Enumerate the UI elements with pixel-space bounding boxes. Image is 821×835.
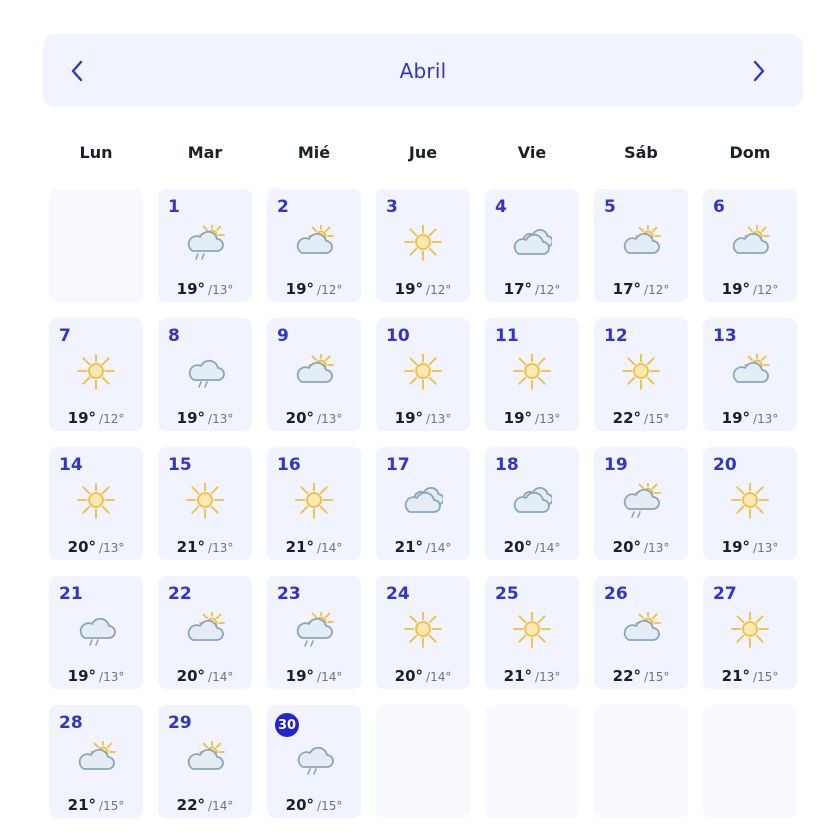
weekday-label: Sáb	[624, 143, 658, 162]
max-temperature: 22°	[176, 796, 206, 814]
max-temperature: 21°	[503, 667, 533, 685]
temperature-range	[49, 408, 143, 427]
day-cell[interactable]	[376, 189, 470, 302]
temperature-range	[267, 408, 361, 427]
weekday-label: Vie	[517, 143, 547, 162]
max-temperature: 19°	[67, 667, 97, 685]
max-temperature: 21°	[285, 538, 315, 556]
day-cell[interactable]	[158, 576, 252, 689]
day-cell[interactable]	[267, 318, 361, 431]
temperature-range	[49, 537, 143, 556]
min-temperature: /15°	[644, 412, 670, 426]
min-temperature: /12°	[535, 283, 561, 297]
temperature-range	[376, 666, 470, 685]
day-number: 26	[604, 584, 628, 604]
temperature-range	[158, 408, 252, 427]
partly-cloudy-icon	[730, 225, 770, 261]
sun-icon	[403, 612, 443, 648]
max-temperature: 21°	[721, 667, 751, 685]
temperature-range	[158, 279, 252, 298]
max-temperature: 21°	[394, 538, 424, 556]
day-number: 4	[495, 197, 507, 217]
day-cell[interactable]	[267, 576, 361, 689]
day-number: 16	[277, 455, 301, 475]
max-temperature: 21°	[176, 538, 206, 556]
temperature-range	[703, 666, 797, 685]
max-temperature: 19°	[285, 280, 315, 298]
weekday-label: Dom	[729, 143, 771, 162]
day-number: 14	[59, 455, 83, 475]
temperature-range	[267, 795, 361, 814]
weekday-label: Lun	[79, 143, 113, 162]
day-number: 2	[277, 197, 289, 217]
day-cell[interactable]	[376, 318, 470, 431]
min-temperature: /15°	[99, 799, 125, 813]
partly-cloudy-rain-icon	[185, 225, 225, 261]
day-cell[interactable]	[594, 189, 688, 302]
day-cell[interactable]	[594, 447, 688, 560]
min-temperature: /13°	[208, 283, 234, 297]
day-number: 11	[495, 326, 519, 346]
day-number: 24	[386, 584, 410, 604]
day-cell[interactable]	[158, 705, 252, 818]
temperature-range	[703, 537, 797, 556]
max-temperature: 19°	[176, 409, 206, 427]
max-temperature: 20°	[67, 538, 97, 556]
sun-icon	[185, 483, 225, 519]
partly-cloudy-rain-icon	[294, 612, 334, 648]
max-temperature: 19°	[394, 409, 424, 427]
temperature-range	[485, 666, 579, 685]
weekday-label: Mar	[187, 143, 223, 162]
day-cell[interactable]	[485, 189, 579, 302]
today-day-number: 30	[275, 713, 299, 737]
day-number: 6	[713, 197, 725, 217]
partly-cloudy-icon	[185, 741, 225, 777]
sun-icon	[76, 354, 116, 390]
max-temperature: 17°	[612, 280, 642, 298]
min-temperature: /13°	[99, 670, 125, 684]
day-cell[interactable]	[485, 576, 579, 689]
max-temperature: 19°	[721, 280, 751, 298]
day-cell[interactable]	[49, 705, 143, 818]
min-temperature: /13°	[426, 412, 452, 426]
sun-icon	[621, 354, 661, 390]
temperature-range	[485, 537, 579, 556]
min-temperature: /12°	[753, 283, 779, 297]
min-temperature: /13°	[535, 412, 561, 426]
temperature-range	[594, 408, 688, 427]
partly-cloudy-icon	[730, 354, 770, 390]
day-cell[interactable]	[158, 318, 252, 431]
day-number: 25	[495, 584, 519, 604]
sun-icon	[730, 483, 770, 519]
temperature-range	[267, 279, 361, 298]
partly-cloudy-icon	[294, 354, 334, 390]
day-cell[interactable]	[158, 447, 252, 560]
day-number: 18	[495, 455, 519, 475]
temperature-range	[158, 537, 252, 556]
day-cell[interactable]	[703, 318, 797, 431]
max-temperature: 20°	[176, 667, 206, 685]
temperature-range	[376, 537, 470, 556]
rain-cloud-icon	[294, 741, 334, 777]
min-temperature: /14°	[317, 541, 343, 555]
empty-day-cell	[703, 705, 797, 818]
day-number: 28	[59, 713, 83, 733]
day-number: 10	[386, 326, 410, 346]
min-temperature: /12°	[644, 283, 670, 297]
min-temperature: /13°	[99, 541, 125, 555]
day-number: 5	[604, 197, 616, 217]
day-number: 8	[168, 326, 180, 346]
day-cell[interactable]	[703, 576, 797, 689]
temperature-range	[158, 666, 252, 685]
sun-icon	[730, 612, 770, 648]
day-number: 29	[168, 713, 192, 733]
rain-cloud-icon	[185, 354, 225, 390]
min-temperature: /12°	[99, 412, 125, 426]
temperature-range	[267, 537, 361, 556]
day-cell[interactable]	[158, 189, 252, 302]
max-temperature: 22°	[612, 409, 642, 427]
temperature-range	[376, 279, 470, 298]
max-temperature: 19°	[176, 280, 206, 298]
weekday-label: Jue	[408, 143, 438, 162]
partly-cloudy-icon	[294, 225, 334, 261]
min-temperature: /12°	[317, 283, 343, 297]
min-temperature: /13°	[753, 541, 779, 555]
day-number: 27	[713, 584, 737, 604]
cloudy-icon	[403, 483, 443, 519]
min-temperature: /13°	[753, 412, 779, 426]
max-temperature: 20°	[285, 796, 315, 814]
max-temperature: 20°	[612, 538, 642, 556]
min-temperature: /14°	[208, 799, 234, 813]
weekday-label: Mié	[297, 143, 331, 162]
sun-icon	[512, 612, 552, 648]
max-temperature: 22°	[612, 667, 642, 685]
temperature-range	[49, 795, 143, 814]
temperature-range	[376, 408, 470, 427]
partly-cloudy-rain-icon	[621, 483, 661, 519]
day-cell[interactable]	[594, 318, 688, 431]
temperature-range	[158, 795, 252, 814]
min-temperature: /13°	[208, 412, 234, 426]
sun-icon	[512, 354, 552, 390]
day-number: 21	[59, 584, 83, 604]
temperature-range	[594, 666, 688, 685]
min-temperature: /14°	[317, 670, 343, 684]
max-temperature: 19°	[67, 409, 97, 427]
temperature-range	[267, 666, 361, 685]
min-temperature: /14°	[426, 541, 452, 555]
day-number: 15	[168, 455, 192, 475]
max-temperature: 20°	[394, 667, 424, 685]
cloudy-icon	[512, 483, 552, 519]
day-cell[interactable]	[703, 189, 797, 302]
temperature-range	[703, 279, 797, 298]
day-cell[interactable]	[594, 576, 688, 689]
max-temperature: 19°	[285, 667, 315, 685]
temperature-range	[49, 666, 143, 685]
day-cell[interactable]	[267, 447, 361, 560]
min-temperature: /12°	[426, 283, 452, 297]
max-temperature: 20°	[503, 538, 533, 556]
day-number: 13	[713, 326, 737, 346]
sun-icon	[294, 483, 334, 519]
day-number: 3	[386, 197, 398, 217]
min-temperature: /14°	[208, 670, 234, 684]
day-number: 9	[277, 326, 289, 346]
max-temperature: 19°	[394, 280, 424, 298]
day-cell[interactable]	[703, 447, 797, 560]
max-temperature: 20°	[285, 409, 315, 427]
max-temperature: 21°	[67, 796, 97, 814]
min-temperature: /15°	[317, 799, 343, 813]
day-number: 20	[713, 455, 737, 475]
day-cell[interactable]	[376, 447, 470, 560]
temperature-range	[594, 537, 688, 556]
min-temperature: /15°	[753, 670, 779, 684]
sun-icon	[403, 225, 443, 261]
day-number: 19	[604, 455, 628, 475]
min-temperature: /13°	[535, 670, 561, 684]
temperature-range	[485, 408, 579, 427]
temperature-range	[703, 408, 797, 427]
cloudy-icon	[512, 225, 552, 261]
max-temperature: 17°	[503, 280, 533, 298]
day-cell[interactable]	[485, 447, 579, 560]
min-temperature: /13°	[208, 541, 234, 555]
day-cell[interactable]	[376, 576, 470, 689]
empty-day-cell	[376, 705, 470, 818]
max-temperature: 19°	[721, 409, 751, 427]
day-number: 17	[386, 455, 410, 475]
day-cell[interactable]	[49, 318, 143, 431]
day-number: 22	[168, 584, 192, 604]
rain-cloud-icon	[76, 612, 116, 648]
partly-cloudy-icon	[76, 741, 116, 777]
empty-day-cell	[49, 189, 143, 302]
day-cell[interactable]	[267, 189, 361, 302]
day-cell[interactable]	[49, 576, 143, 689]
day-number: 1	[168, 197, 180, 217]
day-number: 23	[277, 584, 301, 604]
empty-day-cell	[485, 705, 579, 818]
month-title: Abril	[399, 58, 447, 83]
min-temperature: /14°	[535, 541, 561, 555]
day-cell[interactable]	[267, 705, 361, 818]
min-temperature: /15°	[644, 670, 670, 684]
max-temperature: 19°	[721, 538, 751, 556]
sun-icon	[76, 483, 116, 519]
sun-icon	[403, 354, 443, 390]
partly-cloudy-icon	[621, 612, 661, 648]
empty-day-cell	[594, 705, 688, 818]
min-temperature: /14°	[426, 670, 452, 684]
max-temperature: 19°	[503, 409, 533, 427]
partly-cloudy-icon	[185, 612, 225, 648]
temperature-range	[485, 279, 579, 298]
day-number: 7	[59, 326, 71, 346]
day-number: 12	[604, 326, 628, 346]
day-cell[interactable]	[49, 447, 143, 560]
day-cell[interactable]	[485, 318, 579, 431]
min-temperature: /13°	[317, 412, 343, 426]
temperature-range	[594, 279, 688, 298]
partly-cloudy-icon	[621, 225, 661, 261]
min-temperature: /13°	[644, 541, 670, 555]
